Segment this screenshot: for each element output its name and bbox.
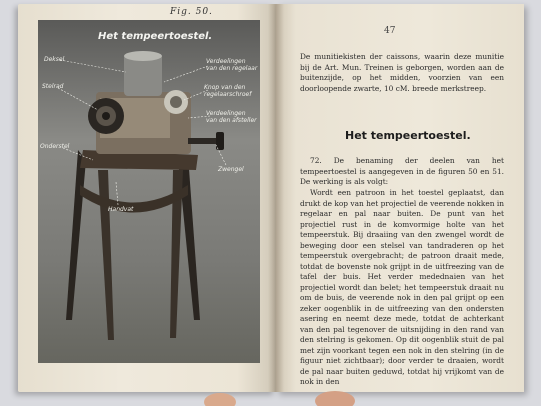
label-onderstel: Onderstel bbox=[40, 143, 70, 150]
fingertips-image bbox=[200, 388, 380, 406]
section-heading: Het tempeertoestel. bbox=[345, 129, 471, 142]
plate-title: Het tempeertoestel. bbox=[98, 31, 213, 42]
label-stelrad: Stelrad bbox=[42, 83, 64, 90]
figure-plate bbox=[38, 20, 260, 363]
figure-number: Fig. 50. bbox=[170, 7, 213, 17]
label-knop-regelaarschroef: Knop van den regelaarschroef bbox=[204, 84, 252, 98]
label-zwengel: Zwengel bbox=[218, 166, 244, 173]
page-number: 47 bbox=[384, 26, 396, 36]
book-gutter bbox=[268, 4, 284, 392]
label-handvat: Handvat bbox=[108, 206, 134, 213]
paragraph-72: 72. De benaming der deelen van het tempeertoestel is aangegeven in de figuren 50 en 51. De werking is als volgt: bbox=[300, 156, 504, 186]
intro-paragraph: De munitiekisten der caissons, waarin deze munitie bij de Art. Mun. Treinen is geborgen, worden aan de buitenzijde, op het midden, voorzien van een doorloopende zwarte, 10 cM. breede merkstreep. bbox=[300, 52, 504, 93]
label-verdeelingen-regelaar: Verdeelingen van den regelaar bbox=[206, 58, 258, 72]
body-paragraph: Wordt een patroon in het toestel geplaatst, dan drukt de kop van het projectiel de veerende nokken in regelaar en pal naar buiten. De punt van het projectiel rust in de komvormige holte van het tempeerstuk. Bij draaiing van den zwengel wordt de beweging door een stelsel van tandraderen op het tempeerstuk overgebracht; de patroon draait mede, totdat de bovenste nok grijpt in de uitfreezing van de tafel der buis. Het verder medednaien van het projectiel wordt dan belet; het tempeerstuk draait nu om de buis, de veerende nok in den pal grijpt op een zeker oogenblik in de uitfreezing van den ondersten asering en neemt deze mede, totdat de achterkant van den pal tegenover de uitsnijding in den rand van den stelring is gekomen. Op dit oogenblik stuit de pal met zijn voorkant tegen een nok in den stelring (in de figuur niet zichtbaar); door verder te draaien, wordt de pal naar buiten geduwd, totdat hij vrijkomt van de nok in den bbox=[300, 188, 504, 386]
label-verdeelingen-afsteller: Verdeelingen van den afsteller bbox=[206, 110, 257, 124]
label-deksel: Deksel bbox=[44, 56, 65, 63]
